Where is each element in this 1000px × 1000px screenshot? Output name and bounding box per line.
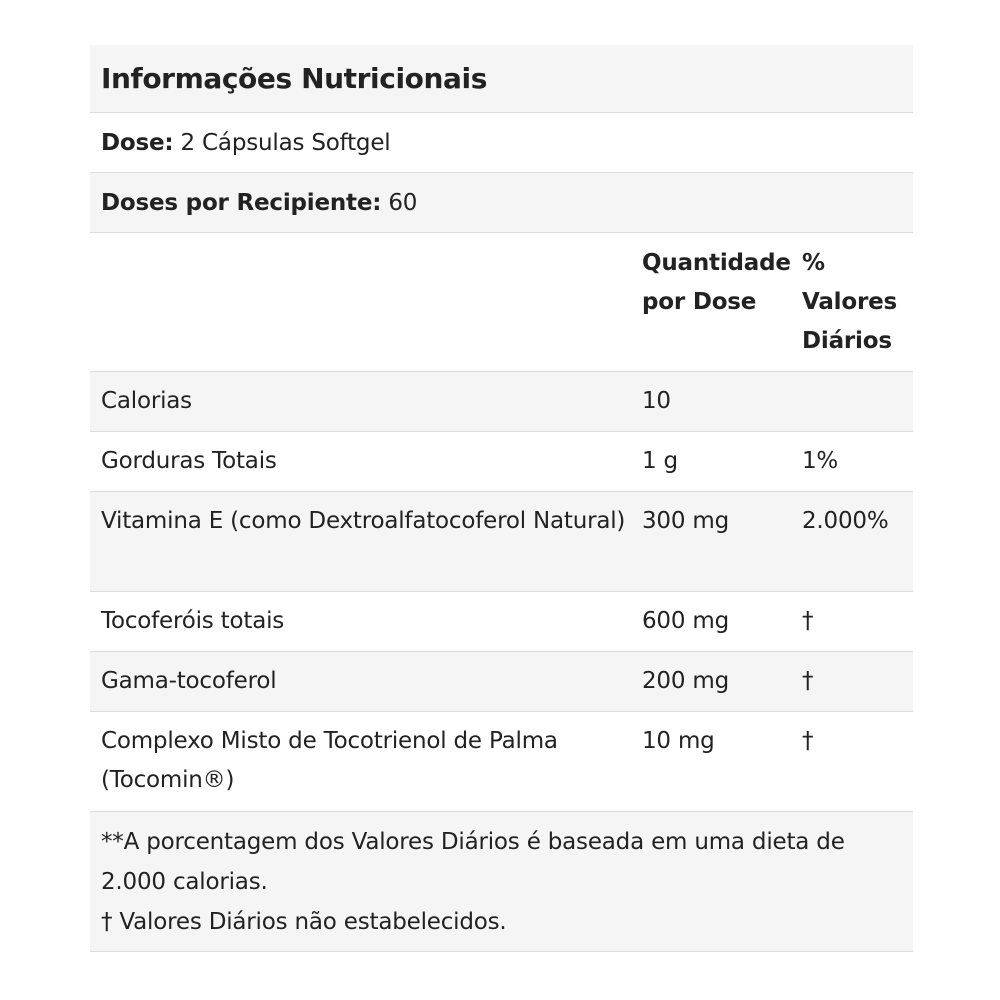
nutrient-daily-value — [802, 382, 913, 431]
nutrient-name: Complexo Misto de Tocotrienol de Palma (Tocomin®) — [101, 728, 558, 793]
column-header-nutrient — [90, 244, 642, 371]
servings-per-container-label: Doses por Recipiente: — [101, 189, 382, 216]
title-row — [90, 45, 913, 113]
table-row — [90, 492, 913, 592]
nutrient-name: Calorias — [101, 388, 192, 414]
table-row — [90, 372, 913, 432]
column-header-row — [90, 233, 913, 372]
table-row — [90, 712, 913, 812]
nutrient-name: Gama-tocoferol — [101, 668, 277, 694]
servings-per-container-value: 60 — [388, 189, 418, 216]
table-row — [90, 652, 913, 712]
table-row — [90, 432, 913, 492]
nutrient-amount: 300 mg — [642, 508, 730, 534]
column-header-amount: Quantidade por Dose — [642, 250, 791, 315]
serving-size-label: Dose: — [101, 129, 174, 156]
nutrient-daily-value: 2.000% — [802, 508, 889, 534]
nutrient-amount: 10 — [642, 388, 671, 414]
column-header-daily-value: % Valores Diários — [802, 250, 897, 354]
nutrition-facts-panel — [90, 45, 913, 952]
serving-size — [90, 130, 390, 156]
nutrient-amount: 1 g — [642, 448, 678, 474]
nutrient-daily-value: 1% — [802, 448, 839, 474]
nutrient-amount: 600 mg — [642, 608, 730, 634]
footnotes — [90, 812, 913, 952]
footnote-not-established: † Valores Diários não estabelecidos. — [101, 909, 507, 935]
serving-size-row — [90, 113, 913, 173]
footnote-daily-value-basis: **A porcentagem dos Valores Diários é baseada em uma dieta de 2.000 calorias. — [101, 829, 845, 895]
servings-per-container-row — [90, 173, 913, 233]
servings-per-container — [90, 190, 417, 216]
serving-size-value: 2 Cápsulas Softgel — [180, 129, 391, 156]
nutrient-daily-value: † — [802, 608, 814, 634]
nutrient-name: Tocoferóis totais — [101, 608, 285, 634]
nutrient-daily-value: † — [802, 668, 814, 694]
nutrient-amount: 200 mg — [642, 668, 730, 694]
nutrient-name: Vitamina E (como Dextroalfatocoferol Natural) — [101, 508, 626, 534]
nutrient-amount: 10 mg — [642, 728, 715, 754]
panel-title: Informações Nutricionais — [101, 62, 487, 95]
nutrient-name: Gorduras Totais — [101, 448, 277, 474]
nutrient-daily-value: † — [802, 728, 814, 754]
table-row — [90, 592, 913, 652]
